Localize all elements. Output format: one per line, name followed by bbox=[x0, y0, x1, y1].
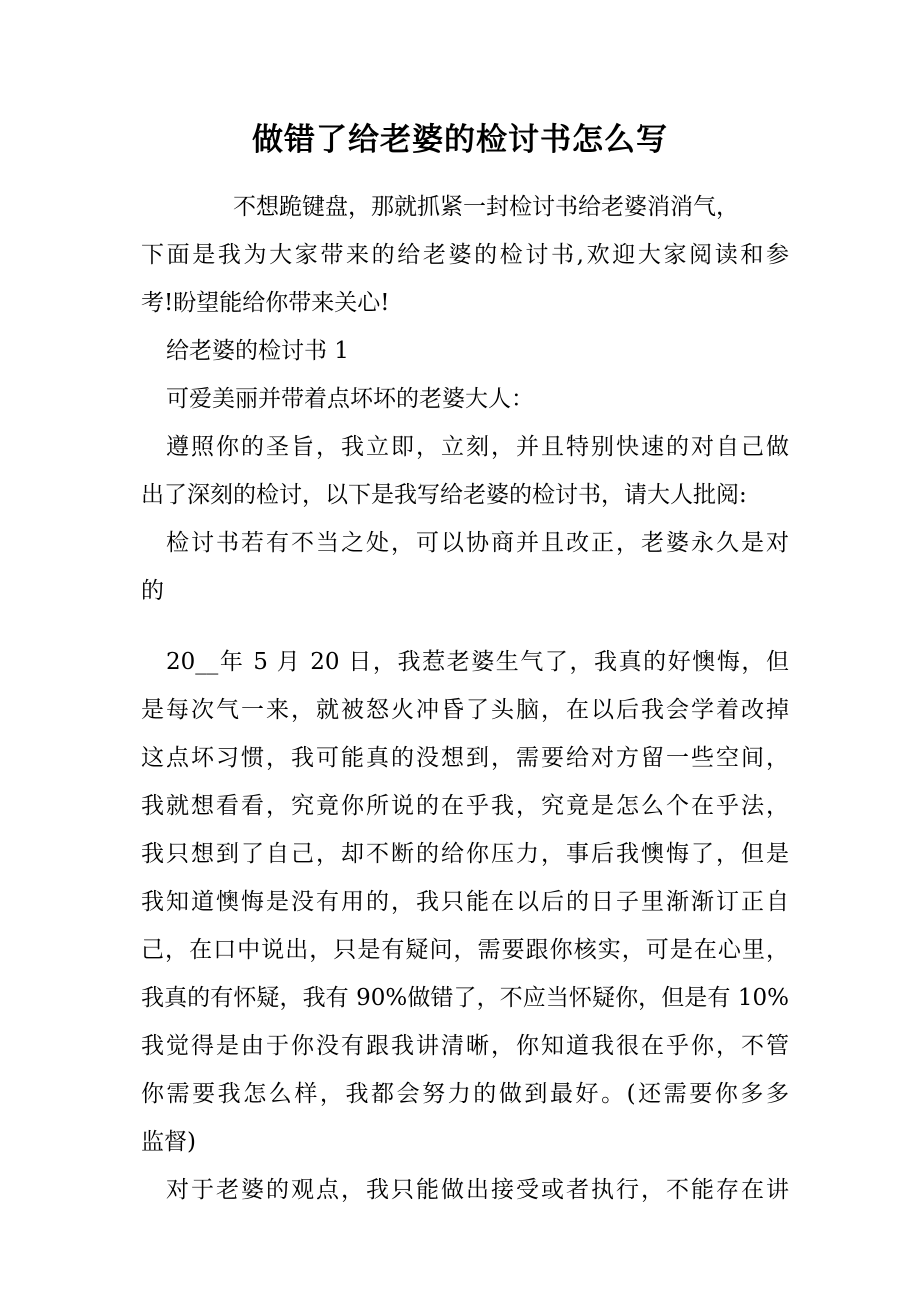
paragraph-3-line-4: 我就想看看，究竟你所说的在乎我，究竟是怎么个在乎法， bbox=[141, 793, 789, 819]
paragraph-3-line-2: 是每次气一来，就被怒火冲昏了头脑，在以后我会学着改掉 bbox=[141, 697, 789, 723]
paragraph-3-line-7: 己，在口中说出，只是有疑问，需要跟你核实，可是在心里， bbox=[141, 937, 789, 963]
paragraph-1-line-1: 遵照你的圣旨，我立即，立刻，并且特别快速的对自己做 bbox=[166, 434, 789, 460]
paragraph-3-line-9: 我觉得是由于你没有跟我讲清晰，你知道我很在乎你，不管 bbox=[141, 1033, 789, 1059]
document-body bbox=[141, 183, 789, 1214]
document-title: 做错了给老婆的检讨书怎么写 bbox=[252, 122, 668, 158]
paragraph-3-line-10: 你需要我怎么样，我都会努力的做到最好。(还需要你多多 bbox=[141, 1081, 789, 1107]
paragraph-3-line-5: 我只想到了自己，却不断的给你压力，事后我懊悔了，但是 bbox=[141, 841, 789, 867]
paragraph-3-line-3: 这点坏习惯，我可能真的没想到，需要给对方留一些空间， bbox=[141, 745, 789, 771]
intro-line-3: 考!盼望能给你带来关心! bbox=[141, 290, 390, 316]
paragraph-4-line-1: 对于老婆的观点，我只能做出接受或者执行，不能存在讲 bbox=[166, 1177, 789, 1203]
paragraph-3-line-1: 20__年 5 月 20 日，我惹老婆生气了，我真的好懊悔，但 bbox=[166, 649, 789, 675]
salutation-line: 可爱美丽并带着点坏坏的老婆大人： bbox=[166, 386, 534, 412]
paragraph-3-line-6: 我知道懊悔是没有用的，我只能在以后的日子里渐渐订正自 bbox=[141, 889, 789, 915]
paragraph-3-line-8: 我真的有怀疑，我有 90%做错了，不应当怀疑你，但是有 10% bbox=[141, 985, 789, 1011]
intro-line-1: 不想跪键盘，那就抓紧一封检讨书给老婆消消气， bbox=[233, 194, 739, 220]
paragraph-2-line-1: 检讨书若有不当之处，可以协商并且改正，老婆永久是对 bbox=[166, 530, 789, 556]
paragraph-2-line-2: 的 bbox=[141, 578, 164, 604]
paragraph-3-line-11: 监督) bbox=[141, 1129, 196, 1155]
paragraph-1-line-2: 出了深刻的检讨，以下是我写给老婆的检讨书，请大人批阅: bbox=[141, 482, 747, 508]
intro-line-2: 下面是我为大家带来的给老婆的检讨书,欢迎大家阅读和参 bbox=[141, 242, 789, 268]
section-heading: 给老婆的检讨书 1 bbox=[166, 338, 349, 364]
